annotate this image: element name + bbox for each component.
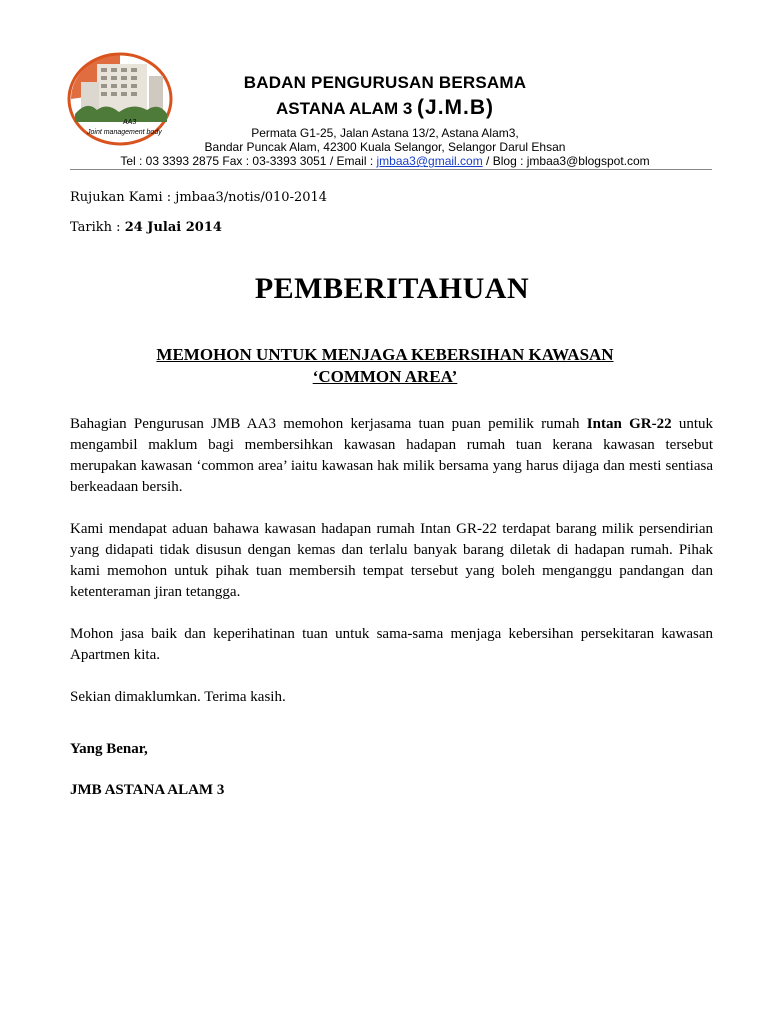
closing-salutation: Yang Benar, [70,741,148,757]
notice-title: PEMBERITAHUAN [254,272,530,305]
paragraph-3: Mohon jasa baik dan keperihatinan tuan untuk sama-sama menjaga kebersihan persekitaran kawasan Apartmen kita. [70,626,713,663]
address-line1: Permata G1-25, Jalan Astana 13/2, Astana Alam3, [251,126,519,140]
org-name-line1: BADAN PENGURUSAN BERSAMA [243,73,527,92]
svg-text:Joint management body: Joint management body [87,129,162,136]
paragraph-4: Sekian dimaklumkan. Terima kasih. [70,689,286,705]
reference-number: Rujukan Kami : jmbaa3/notis/010-2014 [70,190,328,205]
header-divider [70,169,712,170]
contact-line: Tel : 03 3393 2875 Fax : 03-3393 3051 / Email : jmbaa3@gmail.com / Blog : jmbaa3@blogspot.com [120,154,650,168]
signatory: JMB ASTANA ALAM 3 [70,782,225,798]
paragraph-1: Bahagian Pengurusan JMB AA3 memohon kerjasama tuan puan pemilik rumah Intan GR-22 untuk mengambil maklum bagi membersihkan kawasan hadapan rumah tuan kerana kawasan tersebut merupakan kawasan ‘common area’ iaitu kawasan hak milik bersama yang harus dijaga dan mesti sentiasa berkeadaan bersih. [70,416,714,495]
svg-text:AA3: AA3 [123,119,137,126]
notice-subject: MEMOHON UNTUK MENJAGA KEBERSIHAN KAWASAN ‘COMMON AREA’ [156,345,614,386]
letter-date: Tarikh : 24 Julai 2014 [70,220,222,235]
address-line2: Bandar Puncak Alam, 42300 Kuala Selangor, Selangor Darul Ehsan [204,140,566,154]
paragraph-2: Kami mendapat aduan bahawa kawasan hadapan rumah Intan GR-22 terdapat barang milik persendirian yang didapati tidak disusun dengan kemas dan terlalu banyak barang diletak di hadapan rumah. Pihak kami memohon untuk pihak tuan membersih tempat tersebut yang boleh menganggu pandangan dan ketenteraman jiran tetangga. [70,521,713,600]
email-link[interactable]: jmbaa3@gmail.com [376,154,483,168]
org-name-line2: ASTANA ALAM 3 (J.M.B) [275,96,495,119]
